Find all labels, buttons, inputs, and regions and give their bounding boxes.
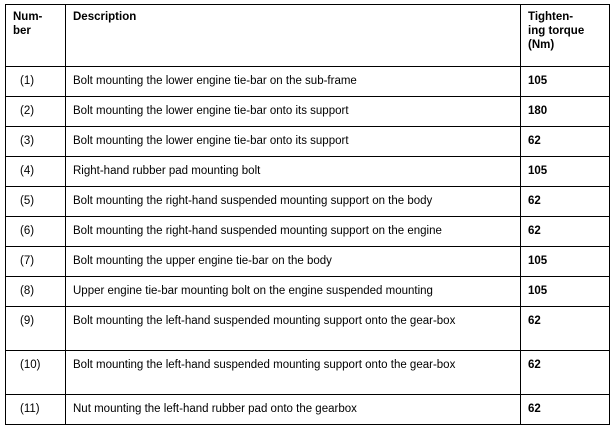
header-number	[6, 5, 66, 67]
row-torque: 180	[521, 97, 610, 127]
row-torque: 62	[521, 395, 610, 425]
row-torque: 62	[521, 187, 610, 217]
row-torque: 62	[521, 127, 610, 157]
row-torque: 62	[521, 217, 610, 247]
header-torque-label: Tighten- ing torque (Nm)	[528, 11, 585, 51]
header-description-label: Description	[73, 11, 137, 23]
row-description: Bolt mounting the lower engine tie-bar onto its support	[66, 127, 521, 157]
row-torque: 105	[521, 157, 610, 187]
table-row	[6, 351, 610, 395]
row-number: (2)	[6, 97, 66, 127]
row-number: (1)	[6, 67, 66, 97]
table-row	[6, 97, 610, 127]
row-description: Bolt mounting the lower engine tie-bar onto its support	[66, 97, 521, 127]
row-torque: 62	[521, 351, 610, 395]
row-description: Nut mounting the left-hand rubber pad onto the gearbox	[66, 395, 521, 425]
table-row	[6, 277, 610, 307]
table-row	[6, 127, 610, 157]
row-number: (6)	[6, 217, 66, 247]
table-row	[6, 67, 610, 97]
row-number: (3)	[6, 127, 66, 157]
torque-table	[5, 4, 610, 425]
header-torque	[521, 5, 610, 67]
row-description: Bolt mounting the left-hand suspended mounting support onto the gear-box	[66, 351, 521, 395]
header-description	[66, 5, 521, 67]
row-description: Bolt mounting the right-hand suspended mounting support on the body	[66, 187, 521, 217]
row-description: Upper engine tie-bar mounting bolt on the engine suspended mounting	[66, 277, 521, 307]
row-description: Bolt mounting the right-hand suspended mounting support on the engine	[66, 217, 521, 247]
row-number: (11)	[6, 395, 66, 425]
row-description: Right-hand rubber pad mounting bolt	[66, 157, 521, 187]
header-number-label: Num- ber	[13, 11, 43, 37]
table-row	[6, 157, 610, 187]
table-row	[6, 247, 610, 277]
row-torque: 105	[521, 277, 610, 307]
row-number: (7)	[6, 247, 66, 277]
row-description: Bolt mounting the upper engine tie-bar on the body	[66, 247, 521, 277]
row-number: (10)	[6, 351, 66, 395]
table-row	[6, 307, 610, 351]
table-header-row	[6, 5, 610, 67]
row-torque: 105	[521, 247, 610, 277]
row-number: (5)	[6, 187, 66, 217]
table-row	[6, 395, 610, 425]
row-number: (4)	[6, 157, 66, 187]
row-number: (9)	[6, 307, 66, 351]
table-row	[6, 217, 610, 247]
row-number: (8)	[6, 277, 66, 307]
row-torque: 105	[521, 67, 610, 97]
torque-table-container	[5, 4, 610, 425]
row-description: Bolt mounting the left-hand suspended mounting support onto the gear-box	[66, 307, 521, 351]
row-torque: 62	[521, 307, 610, 351]
table-row	[6, 187, 610, 217]
row-description: Bolt mounting the lower engine tie-bar on the sub-frame	[66, 67, 521, 97]
